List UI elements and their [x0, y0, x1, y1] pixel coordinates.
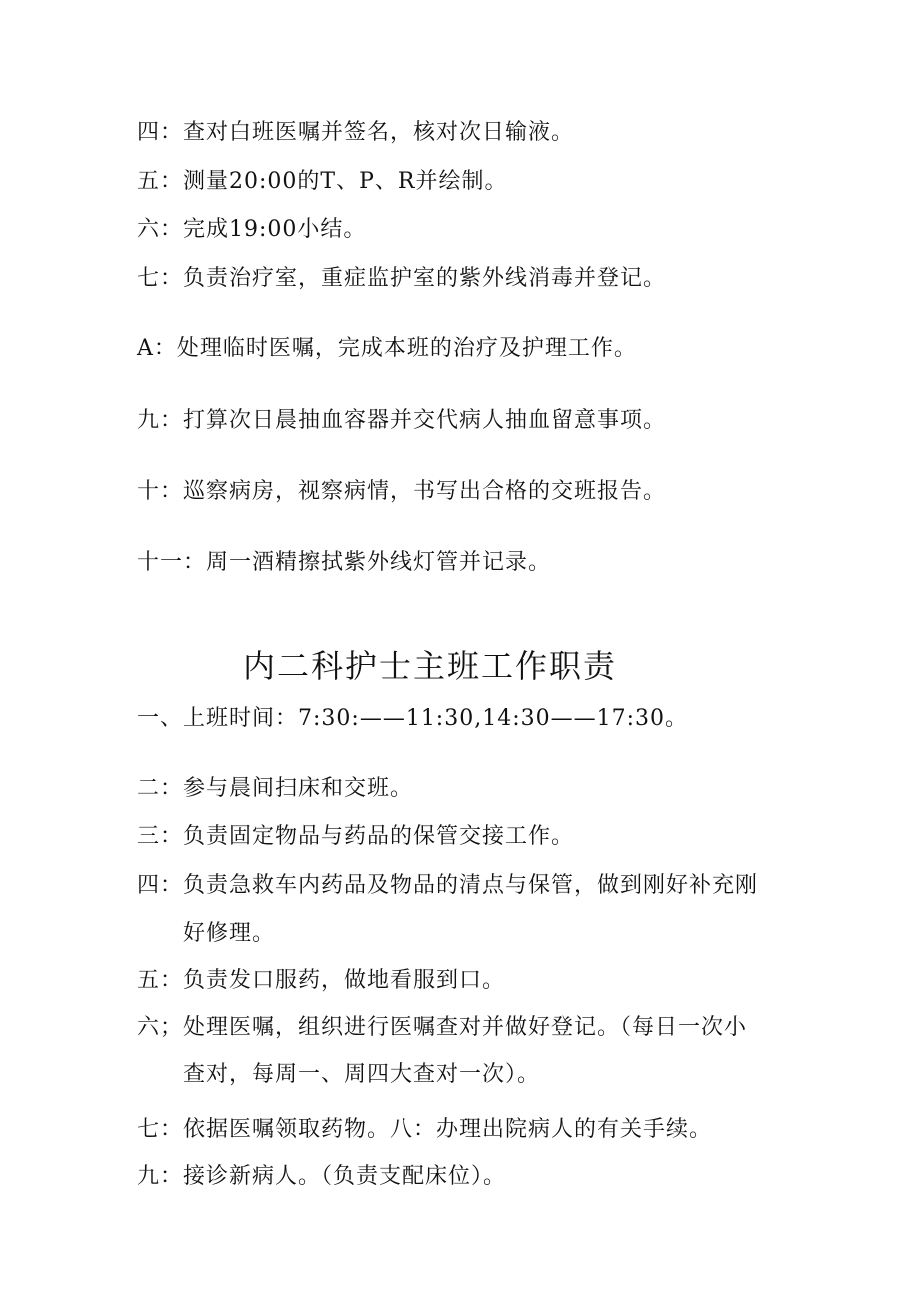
duty-item-4: 四：查对白班医嘱并签名，核对次日输液。: [137, 120, 575, 145]
main-duty-item-4-cont: 好修理。: [183, 921, 276, 946]
duty-item-8: A：处理临时医嘱，完成本班的治疗及护理工作。: [137, 336, 637, 361]
duty-item-5: 五：测量20:00的T、P、R并绘制。: [137, 169, 508, 194]
duty-item-11: 十一：周一酒精擦拭紫外线灯管并记录。: [137, 550, 552, 575]
main-duty-item-5: 五：负责发口服药，做地看服到口。: [137, 968, 506, 993]
main-duty-item-1: 一、上班时间：7:30:——11:30,14:30——17:30。: [137, 706, 689, 731]
main-duty-item-2: 二：参与晨间扫床和交班。: [137, 776, 414, 801]
main-duty-item-6-cont: 查对，每周一、周四大查对一次）。: [183, 1062, 541, 1087]
duty-item-7: 七：负责治疗室，重症监护室的紫外线消毒并登记。: [137, 266, 667, 291]
main-duty-item-7-8: 七：依据医嘱领取药物。八：办理出院病人的有关手续。: [137, 1117, 713, 1142]
main-duty-item-3: 三：负责固定物品与药品的保管交接工作。: [137, 824, 575, 849]
main-duty-item-6: 六；处理医嘱，组织进行医嘱查对并做好登记。（每日一次小: [137, 1015, 748, 1040]
duty-item-6: 六：完成19:00小结。: [137, 217, 367, 242]
section-title: 内二科护士主班工作职责: [242, 647, 617, 685]
duty-item-10: 十：巡察病房，视察病情，书写出合格的交班报告。: [137, 479, 667, 504]
duty-item-9: 九：打算次日晨抽血容器并交代病人抽血留意事项。: [137, 408, 667, 433]
main-duty-item-9: 九：接诊新病人。（负责支配床位）。: [137, 1164, 507, 1189]
main-duty-item-4: 四：负责急救车内药品及物品的清点与保管，做到刚好补充刚: [137, 873, 759, 898]
